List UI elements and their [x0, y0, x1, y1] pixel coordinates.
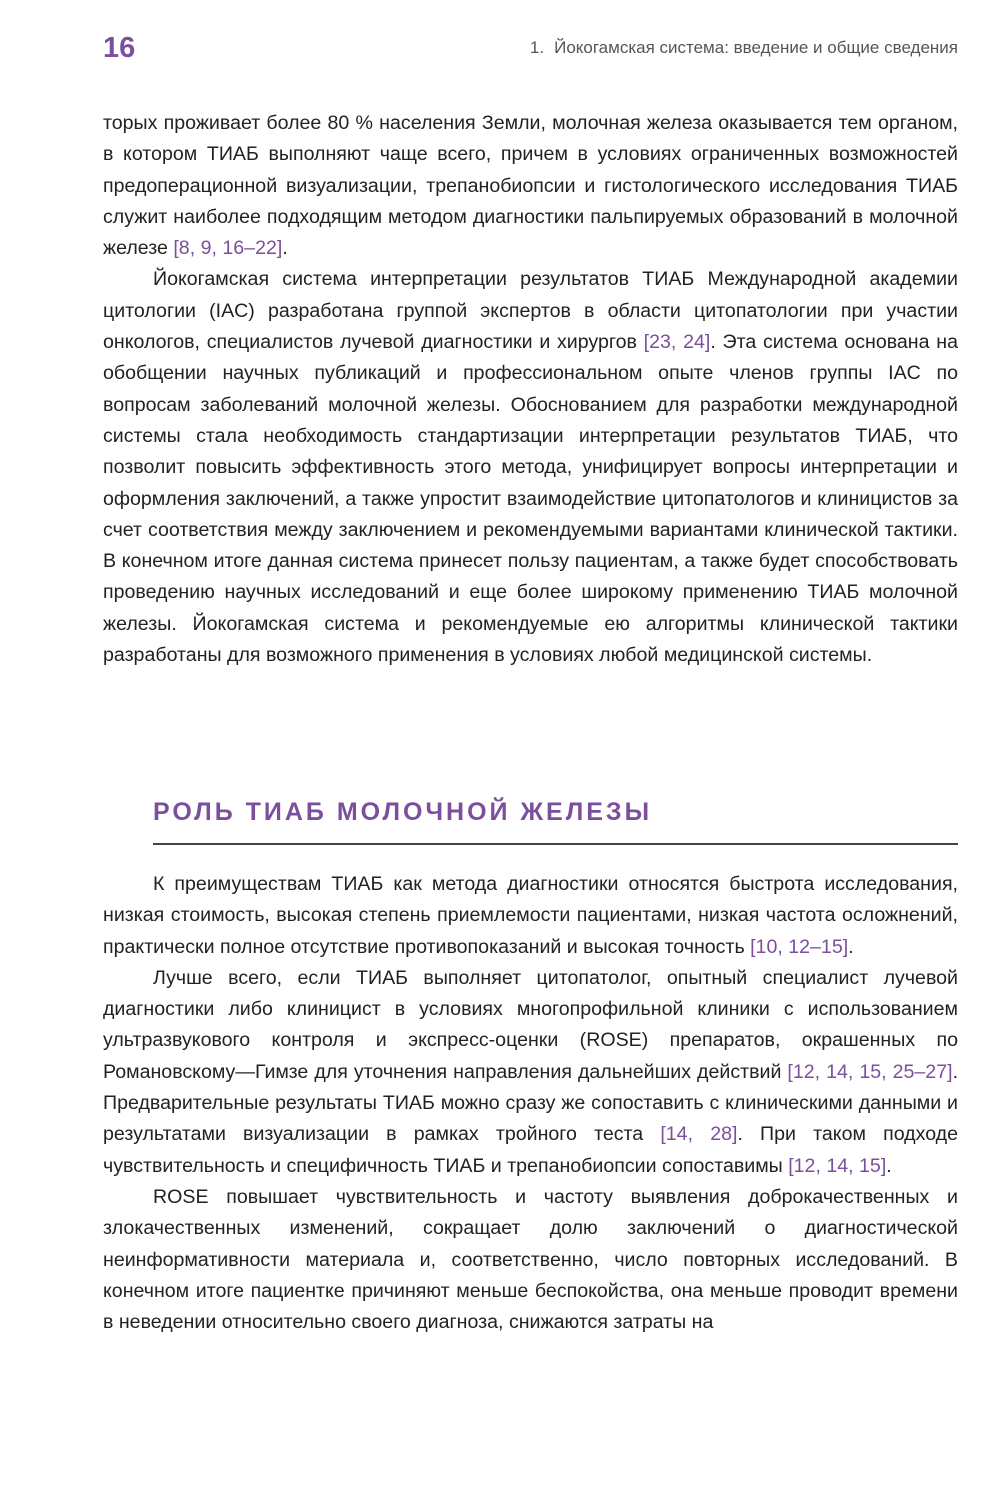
body-text-bottom [103, 869, 958, 1338]
section-divider [153, 843, 958, 845]
paragraph [103, 1182, 958, 1338]
paragraph-text: . [282, 237, 288, 260]
paragraph-text: ROSE повышает чувствительность и частоту выявления доброкачественных и злокачественных изменений, сокращает долю заключений о диагностической неинформативности материала и, соответственно, число повторных исследований. В конечном итоге пациентке причиняют меньше беспокойства, она меньше проводит времени в неведении относительно своего диагноза, снижаются затраты на [103, 1185, 958, 1334]
paragraph-text: . Эта система основана на обобщении научных публикаций и профессиональном опыте членов группы IAC по вопросам заболеваний молочной железы. Обоснованием для разработки международной системы стала необходимость стандартизации интерпретации результатов ТИАБ, что позволит повысить эффективность этого метода, унифицирует вопросы интерпретации и оформления заключений, а также упростит взаимодействие цитопатологов и клиницистов за счет соответствия между заключением и рекомендуемыми вариантами клинической тактики. В конечном итоге данная система принесет пользу пациентам, а также будет способствовать проведению научных исследований и еще более широкому применению ТИАБ молочной железы. Йокогамская система и рекомендуемые ею алгоритмы клинической тактики разработаны для возможного применения в условиях любой медицинской системы. [103, 331, 958, 667]
paragraph-text: К преимуществам ТИАБ как метода диагностики относятся быстрота исследования, низкая стоимость, высокая степень приемлемости пациентами, низкая частота осложнений, практически полное отсутствие противопоказаний и высокая точность [103, 873, 958, 958]
citation-ref: [23, 24] [643, 331, 711, 354]
citation-ref: [8, 9, 16–22] [173, 237, 283, 260]
paragraph-text: . [848, 935, 854, 958]
paragraph-text: Лучше всего, если ТИАБ выполняет цитопатолог, опытный специалист лучевой диагностики либо клиницист в условиях многопрофильной клиники с использованием ультразвукового контроля и экспресс-оценки (ROSE) препаратов, окрашенных по Романовскому—Гимзе для уточнения направления дальнейших действий [103, 966, 958, 1083]
paragraph-text: . При таком подходе чувствительность и специфичность ТИАБ и трепанобиопсии сопоставимы [103, 1123, 958, 1177]
paragraph-text: . [886, 1154, 892, 1177]
paragraph [103, 963, 958, 1182]
citation-ref: [12, 14, 15, 25–27] [787, 1060, 953, 1083]
section-heading: РОЛЬ ТИАБ МОЛОЧНОЙ ЖЕЛЕЗЫ [153, 798, 653, 826]
chapter-title: Йокогамская система: введение и общие сведения [554, 38, 958, 57]
paragraph [103, 108, 958, 264]
paragraph [103, 869, 958, 963]
running-title [530, 38, 958, 58]
page-number: 16 [103, 32, 136, 64]
paragraph [103, 264, 958, 671]
citation-ref: [14, 28] [660, 1123, 738, 1146]
paragraph-text: . Предварительные результаты ТИАБ можно сразу же сопоставить с клиническими данными и результатами визуализации в рамках тройного теста [103, 1060, 959, 1146]
paragraph-text: торых проживает более 80 % населения Земли, молочная железа оказывается тем органом, в котором ТИАБ выполняют чаще всего, причем в условиях ограниченных возможностей предоперационной визуализации, трепанобиопсии и гистологического исследования ТИАБ служит наиболее подходящим методом диагностики пальпируемых образований в молочной железе [103, 112, 958, 260]
citation-ref: [12, 14, 15] [788, 1154, 887, 1177]
paragraph-text: Йокогамская система интерпретации результатов ТИАБ Международной академии цитологии (IAC) разработана группой экспертов в области цитопатологии при участии онкологов, специалистов лучевой диагностики и хирургов [103, 268, 958, 354]
body-text-top [103, 108, 958, 671]
chapter-number: 1. [529, 38, 545, 57]
page-header [103, 32, 958, 68]
citation-ref: [10, 12–15] [750, 935, 849, 958]
